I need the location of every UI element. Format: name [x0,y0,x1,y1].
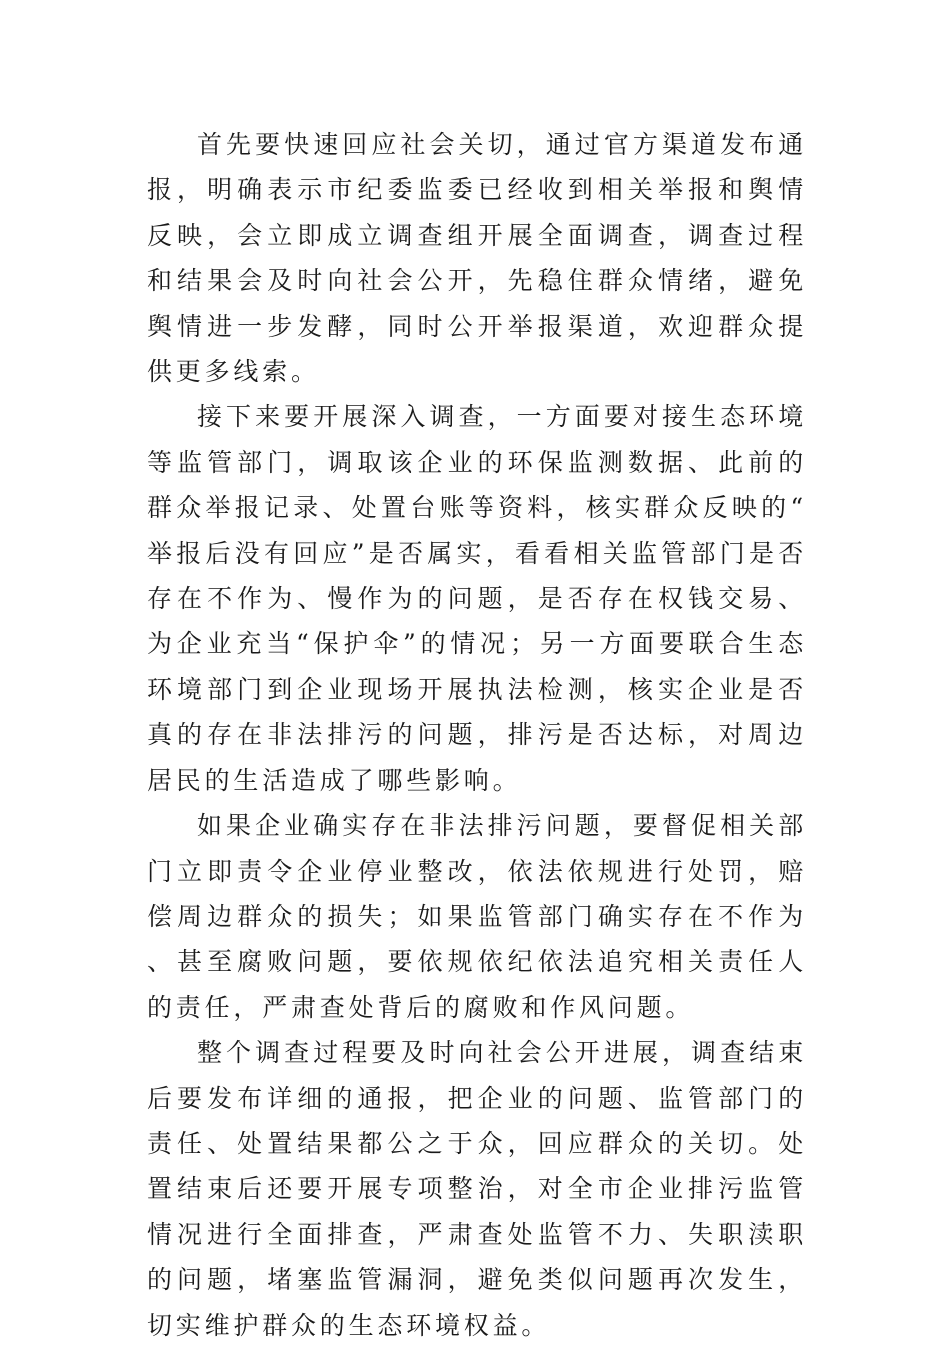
paragraph-3: 如果企业确实存在非法排污问题，要督促相关部门立即责令企业停业整改，依法依规进行处罚，赔偿周边群众的损失；如果监管部门确实存在不作为、甚至腐败问题，要依规依纪依法追究相关责任人的责任，严肃查处背后的腐败和作风问题。 [147,811,807,1022]
paragraph-4: 整个调查过程要及时向社会公开进展，调查结束后要发布详细的通报，把企业的问题、监管部门的责任、处置结果都公之于众，回应群众的关切。处置结束后还要开展专项整治，对全市企业排污监管情况进行全面排查，严肃查处监管不力、失职渎职的问题，堵塞监管漏洞，避免类似问题再次发生，切实维护群众的生态环境权益。 [147,1038,807,1340]
paragraph-2: 接下来要开展深入调查，一方面要对接生态环境等监管部门，调取该企业的环保监测数据、此前的群众举报记录、处置台账等资料，核实群众反映的“举报后没有回应”是否属实，看看相关监管部门是否存在不作为、慢作为的问题，是否存在权钱交易、为企业充当“保护伞”的情况；另一方面要联合生态环境部门到企业现场开展执法检测，核实企业是否真的存在非法排污的问题，排污是否达标，对周边居民的生活造成了哪些影响。 [147,402,807,795]
document-body [147,122,807,1348]
paragraph-1: 首先要快速回应社会关切，通过官方渠道发布通报，明确表示市纪委监委已经收到相关举报和舆情反映，会立即成立调查组开展全面调查，调查过程和结果会及时向社会公开，先稳住群众情绪，避免舆情进一步发酵，同时公开举报渠道，欢迎群众提供更多线索。 [147,130,807,387]
